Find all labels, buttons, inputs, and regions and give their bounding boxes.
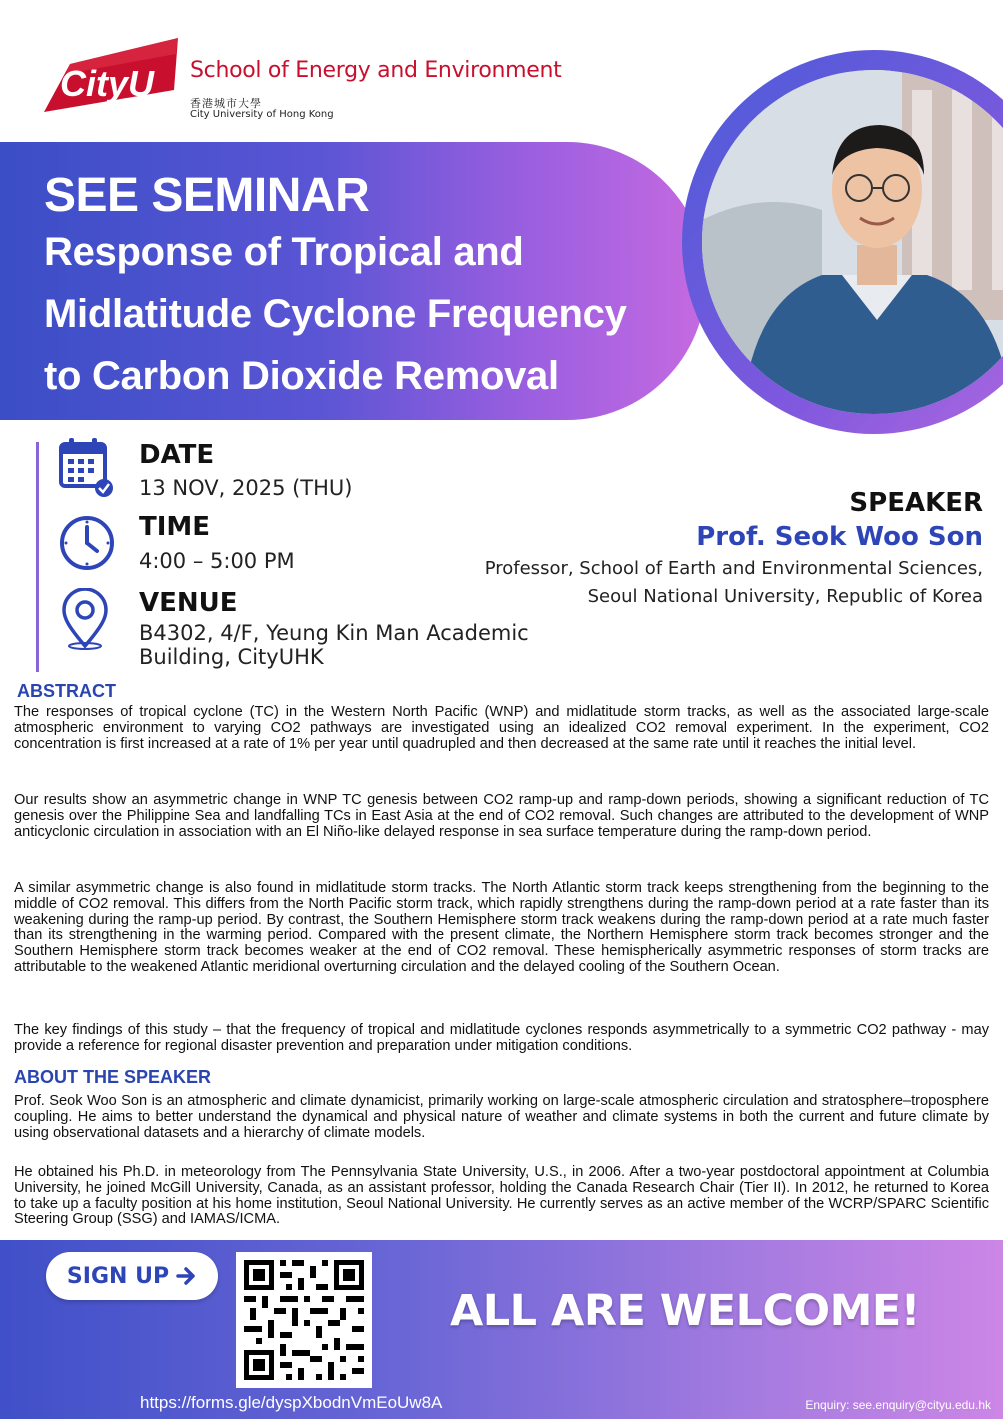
cityu-logo <box>40 34 182 116</box>
logo-text: CityU <box>60 63 155 104</box>
qr-code[interactable] <box>236 1252 372 1388</box>
sign-up-label: SIGN UP <box>66 1263 170 1289</box>
speaker-affiliation-line: Professor, School of Earth and Environmental Sciences, <box>484 558 983 579</box>
clock-icon <box>58 512 116 574</box>
university-name-en: City University of Hong Kong <box>190 109 334 120</box>
date-value: 13 NOV, 2025 (THU) <box>139 476 353 500</box>
speaker-name: Prof. Seok Woo Son <box>696 522 983 552</box>
signup-url-link[interactable]: https://forms.gle/dyspXbodnVmEoUw8A <box>140 1393 443 1412</box>
speaker-affiliation <box>383 555 983 611</box>
date-label: DATE <box>139 440 215 470</box>
calendar-icon <box>58 436 116 498</box>
abstract-paragraph: A similar asymmetric change is also found in midlatitude storm tracks. The North Atlantic storm track keeps strengthening from the beginning to the middle of CO2 removal. This differs from the North Pacific storm track, which rapidly strengthens during the ramp-down period at a rate faster than its weakening during the ramp-up period. By contrast, the Southern Hemisphere storm track weakens during the ramp-down period at a rate much faster than its strengthening in the warming period. Compared with the present climate, the Northern Hemisphere storm track becomes stronger and the Southern Hemisphere storm track becomes weaker at the end of CO2 removal. These hemispherically asymmetric responses of storm tracks are attributable to the weakened Atlantic meridional overturning circulation and the delayed cooling of the Southern Ocean. <box>14 880 989 975</box>
seminar-title-line: to Carbon Dioxide Removal <box>44 354 559 398</box>
seminar-title-line: Midlatitude Cyclone Frequency <box>44 292 627 336</box>
arrow-right-icon <box>175 1265 197 1287</box>
speaker-affiliation-line: Seoul National University, Republic of Korea <box>587 586 983 607</box>
venue-value-line: Building, CityUHK <box>139 645 324 669</box>
about-paragraph: Prof. Seok Woo Son is an atmospheric and climate dynamicist, primarily working on large-scale atmospheric circulation and stratosphere–troposphere coupling. He aims to better understand the dynamical and physical nature of weather and climate systems in both the current and future climate by using observational datasets and a hierarchy of climate models. <box>14 1093 989 1141</box>
abstract-paragraph: Our results show an asymmetric change in WNP TC genesis between CO2 ramp-up and ramp-down periods, showing a significant reduction of TC genesis over the Philippine Sea and landfalling TCs in East Asia at the end of CO2 removal. Such changes are attributed to the development of WNP anticyclonic circulation in association with an El Niño-like delayed response in sea surface temperature during the ramp-down period. <box>14 792 989 840</box>
venue-value-line: B4302, 4/F, Yeung Kin Man Academic <box>139 621 529 645</box>
abstract-paragraph: The key findings of this study – that the frequency of tropical and midlatitude cyclones responds asymmetrically to a symmetric CO2 pathway - may provide a reference for regional disaster prevention and preparation under mitigation conditions. <box>14 1022 989 1054</box>
enquiry-email[interactable]: Enquiry: see.enquiry@cityu.edu.hk <box>805 1398 991 1412</box>
info-divider-line <box>36 442 39 672</box>
about-speaker-heading: ABOUT THE SPEAKER <box>14 1067 212 1087</box>
school-name: School of Energy and Environment <box>190 58 562 83</box>
seminar-title-line: Response of Tropical and <box>44 230 524 274</box>
all-welcome-text: ALL ARE WELCOME! <box>450 1286 920 1336</box>
abstract-heading: ABSTRACT <box>17 681 116 701</box>
venue-label: VENUE <box>139 588 238 618</box>
about-paragraph: He obtained his Ph.D. in meteorology from The Pennsylvania State University, U.S., in 2006. After a two-year postdoctoral appointment at Columbia University, he joined McGill University, Canada, as an assistant professor, holding the Canada Research Chair (Tier II). In 2012, he returned to Korea to take up a faculty position at his home institution, Seoul National University. He currently serves as an active member of the WCRP/SPARC Scientific Steering Group (SSG) and IAMAS/ICMA. <box>14 1164 989 1228</box>
university-name-cn: 香港城市大學 <box>190 97 262 110</box>
time-label: TIME <box>139 512 211 542</box>
sign-up-button[interactable] <box>46 1252 218 1300</box>
time-value: 4:00 – 5:00 PM <box>139 549 295 573</box>
speaker-label: SPEAKER <box>849 488 983 518</box>
abstract-paragraph: The responses of tropical cyclone (TC) in the Western North Pacific (WNP) and midlatitude storm tracks, as well as the associated large-scale atmospheric environment to varying CO2 pathways are investigated using an idealized CO2 removal experiment. In the experiment, CO2 concentration is first increased at a rate of 1% per year until quadrupled and then decreased at the same rate until it reaches the initial level. <box>14 704 989 752</box>
seminar-eyebrow: SEE SEMINAR <box>44 169 370 222</box>
location-pin-icon <box>58 588 116 650</box>
